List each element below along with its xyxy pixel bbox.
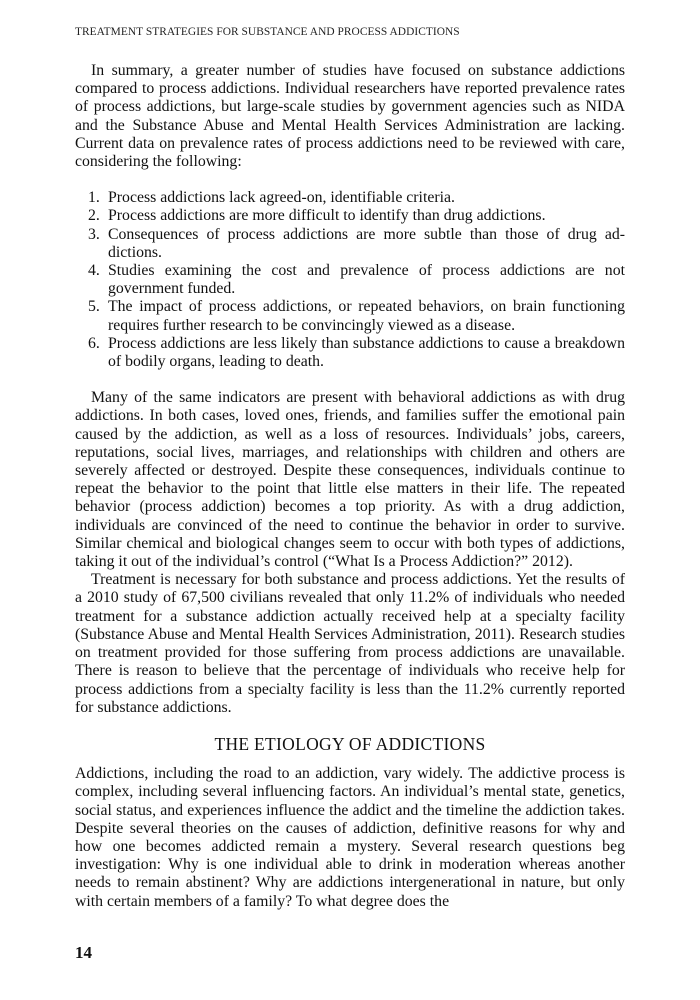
- section-heading: THE ETIOLOGY OF ADDICTIONS: [214, 733, 486, 754]
- list-item-text: Process addictions are less likely than substance addictions to cause a breakdown of bodily organs, leading to death.: [108, 334, 625, 371]
- list-item-number: 4.: [88, 262, 100, 280]
- list-item-number: 3.: [88, 225, 100, 243]
- list-item-text: Process addictions lack agreed-on, identifiable criteria.: [108, 189, 455, 207]
- list-item-number: 6.: [88, 334, 100, 352]
- list-item: [75, 226, 625, 262]
- paragraph-treatment: Treatment is necessary for both substance and process addictions. Yet the results of a 2010 study of 67,500 civilians revealed that only 11.2% of individuals who needed treatment for a substance addiction actually received help at a specialty facility (Substance Abuse and Mental Health Services Administration, 2011). Research studies on treatment provided for those suffering from process addictions are unavailable. There is reason to believe that the percentage of individuals who receive help for process addictions from a specialty facility is less than the 11.2% currently reported for substance addictions.: [75, 571, 625, 716]
- list-item-number: 5.: [88, 298, 100, 316]
- paragraph-indicators: Many of the same indicators are present with behavioral addictions as with drug addictions. In both cases, loved ones, friends, and families suffer the emotional pain caused by the addiction, as well as a loss of resources. Individuals’ jobs, careers, reputations, social lives, marriages, and relationships with children and others are severely affected or destroyed. Despite these consequences, individuals continue to repeat the behavior to the point that little else matters in their life. The repeated behavior (process addiction) becomes a top priority. As with a drug addiction, individuals are convinced of the need to continue the behavior in order to survive. Similar chemical and biological changes seem to occur with both types of addictions, taking it out of the individual’s control (“What Is a Process Addiction?” 2012).: [75, 389, 625, 571]
- list-item-text: Process addictions are more difficult to identify than drug addictions.: [108, 207, 546, 225]
- list-item: [75, 207, 625, 225]
- running-head: TREATMENT STRATEGIES FOR SUBSTANCE AND PROCESS ADDICTIONS: [75, 26, 460, 38]
- list-item-number: 1.: [88, 189, 100, 207]
- list-item-text: Studies examining the cost and prevalence of process addictions are not government funded.: [108, 262, 625, 298]
- paragraph-etiology: Addictions, including the road to an addiction, vary widely. The addictive process is complex, including several influencing factors. An individual’s mental state, genetics, social status, and experiences influence the addict and the timeline the addiction takes. Despite several theories on the causes of addiction, definitive reasons for why and how one becomes addicted remain a mystery. Several research questions beg investigation: Why is one individual able to drink in moderation whereas another needs to remain abstinent? Why are addictions intergenerational in nature, but only with certain members of a family? To what degree does the: [75, 765, 625, 910]
- list-item-text: Consequences of process addictions are more subtle than those of drug addictions.: [108, 225, 625, 261]
- numbered-list: [75, 189, 625, 371]
- page-number: 14: [75, 943, 92, 962]
- list-item-text: The impact of process addictions, or repeated behaviors, on brain functioning requires further research to be convincingly viewed as a disease.: [108, 298, 625, 334]
- list-item-number: 2.: [88, 207, 100, 225]
- paragraph-summary: In summary, a greater number of studies have focused on substance addictions compared to process addictions. Individual researchers have reported prevalence rates of process addictions, but large-scale studies by government agencies such as NIDA and the Substance Abuse and Mental Health Services Administration are lacking. Current data on prevalence rates of process addictions need to be reviewed with care, considering the following:: [75, 62, 625, 171]
- list-item: [75, 298, 625, 334]
- list-item: [75, 189, 625, 207]
- list-item: [75, 335, 625, 371]
- list-item: [75, 262, 625, 298]
- body-text: [75, 62, 625, 911]
